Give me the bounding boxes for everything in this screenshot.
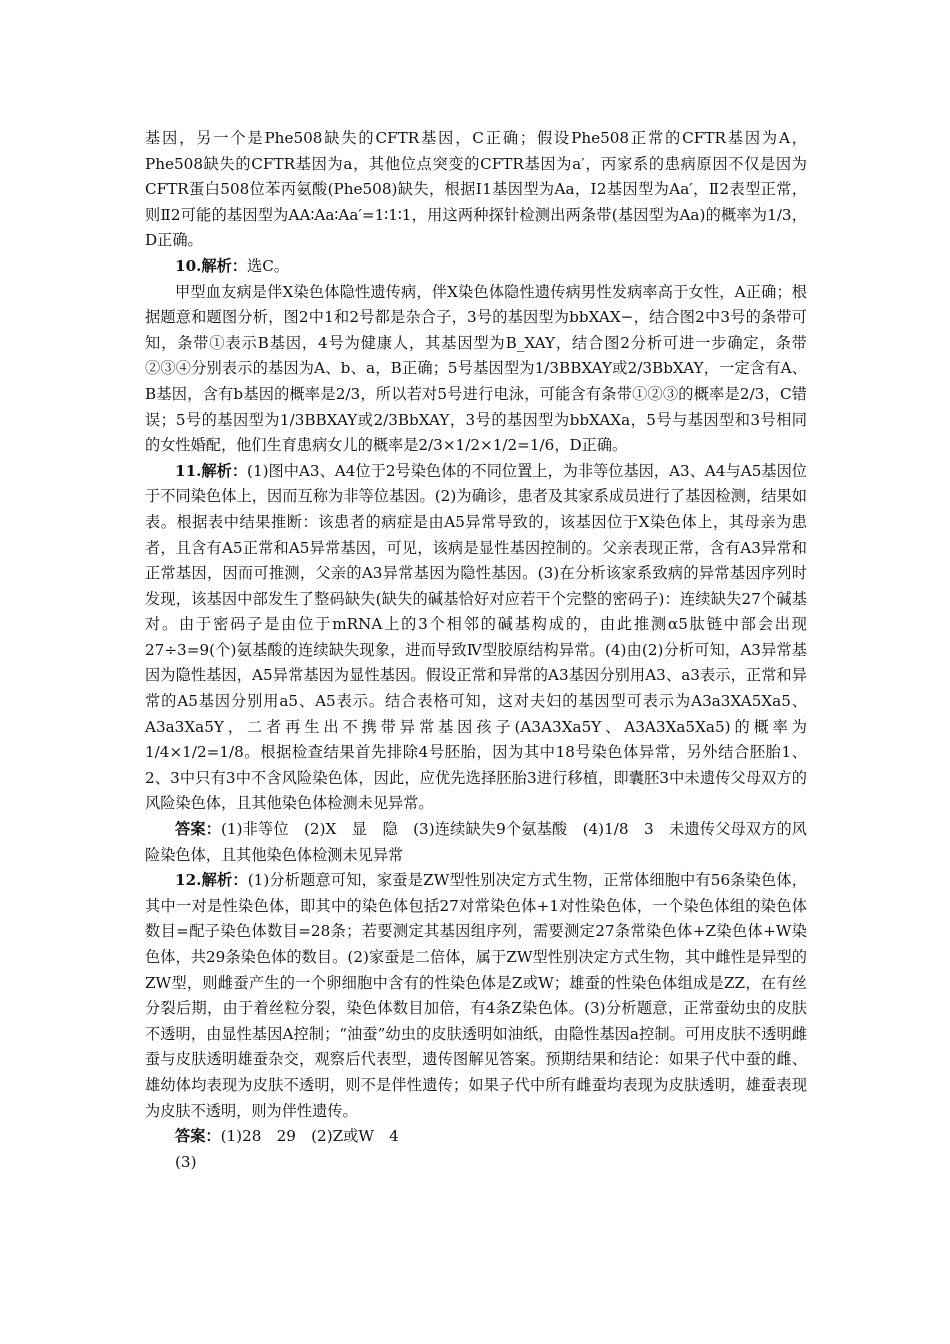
paragraph-q12-answer	[145, 1124, 807, 1150]
paragraph-q11-answer	[145, 817, 807, 868]
analysis-label: 12.解析：	[175, 871, 248, 890]
answer-label: 答案：	[175, 1127, 221, 1146]
paragraph-q9-continuation	[145, 126, 807, 254]
paragraph-q12-analysis	[145, 868, 807, 1124]
analysis-label: 10.解析：	[175, 256, 247, 275]
analysis-label: 11.解析：	[175, 461, 248, 480]
paragraph-q11-analysis	[145, 459, 807, 817]
document-body	[145, 126, 807, 1175]
paragraph-text: 基因，另一个是Phe508缺失的CFTR基因，C正确；假设Phe508正常的CFTR基因为A，Phe508缺失的CFTR基因为a，其他位点突变的CFTR基因为a′，丙家系的患病原因不仅是因为CFTR蛋白508位苯丙氨酸(Phe508)缺失，根据Ⅰ1基因型为Aa，Ⅰ2基因型为Aa′，Ⅱ2表型正常，则Ⅱ2可能的基因型为AA∶Aa∶Aa′=1∶1∶1，用这两种探针检测出两条带(基因型为Aa)的概率为1/3，D正确。	[145, 129, 807, 250]
paragraph-text: (1)图中A3、A4位于2号染色体的不同位置上，为非等位基因，A3、A4与A5基因位于不同染色体上，因而互称为非等位基因。(2)为确诊，患者及其家系成员进行了基因检测，结果如表。根据表中结果推断：该患者的病症是由A5异常导致的，该基因位于X染色体上，其母亲为患者，且含有A5正常和A5异常基因，可见，该病是显性基因控制的。父亲表现正常，含有A3异常和正常基因，因而可推测，父亲的A3异常基因为隐性基因。(3)在分析该家系致病的异常基因序列时发现，该基因中部发生了整码缺失(缺失的碱基恰好对应若干个完整的密码子)：连续缺失27个碱基对。由于密码子是由位于mRNA上的3个相邻的碱基构成的，由此推测α5肽链中部会出现27÷3=9(个)氨基酸的连续缺失现象，进而导致Ⅳ型胶原结构异常。(4)由(2)分析可知，A3异常基因为隐性基因，A5异常基因为显性基因。假设正常和异常的A3基因分别用A3、a3表示，正常和异常的A5基因分别用a5、A5表示。结合表格可知，这对夫妇的基因型可表示为A3a3XA5Xa5、A3a3Xa5Y，二者再生出不携带异常基因孩子(A3A3Xa5Y、A3A3Xa5Xa5)的概率为1/4×1/2=1/8。根据检查结果首先排除4号胚胎，因为其中18号染色体异常，另外结合胚胎1、2、3中只有3中不含风险染色体，因此，应优先选择胚胎3进行移植，即囊胚3中未遗传父母双方的风险染色体，且其他染色体检测未见异常。	[145, 461, 807, 813]
paragraph-text: (1)非等位 (2)X 显 隐 (3)连续缺失9个氨基酸 (4)1/8 3 未遗传父母双方的风险染色体，且其他染色体检测未见异常	[145, 820, 807, 864]
paragraph-text: 选C。	[247, 256, 289, 275]
paragraph-text: (1)分析题意可知，家蚕是ZW型性别决定方式生物，正常体细胞中有56条染色体，其中一对是性染色体，即其中的染色体包括27对常染色体+1对性染色体，一个染色体组的染色体数目=配子染色体数目=28条；若要测定其基因组序列，需要测定27条常染色体+Z染色体+W染色体，共29条染色体的数目。(2)家蚕是二倍体，属于ZW型性别决定方式生物，其中雌性是异型的ZW型，则雌蚕产生的一个卵细胞中含有的性染色体是Z或W；雄蚕的性染色体组成是ZZ，在有丝分裂后期，由于着丝粒分裂，染色体数目加倍，有4条Z染色体。(3)分析题意，正常蚕幼虫的皮肤不透明，由显性基因A控制；“油蚕”幼虫的皮肤透明如油纸，由隐性基因a控制。可用皮肤不透明雌蚕与皮肤透明雄蚕杂交，观察后代表型，遗传图解见答案。预期结果和结论：如果子代中蚕的雌、雄幼体均表现为皮肤不透明，则不是伴性遗传；如果子代中所有雌蚕均表现为皮肤透明，雄蚕表现为皮肤不透明，则为伴性遗传。	[145, 871, 807, 1120]
paragraph-text: (3)	[175, 1152, 197, 1171]
answer-label: 答案：	[175, 820, 221, 839]
paragraph-q12-answer-part3	[145, 1150, 807, 1176]
paragraph-text: 甲型血友病是伴X染色体隐性遗传病，伴X染色体隐性遗传病男性发病率高于女性，A正确；根据题意和题图分析，图2中1和2号都是杂合子，3号的基因型为bbXAX−，结合图2中3号的条带可知，条带①表示B基因，4号为健康人，其基因型为B_XAY，结合图2分析可进一步确定，条带②③④分别表示的基因为A、b、a，B正确；5号基因型为1/3BBXAY或2/3BbXAY，一定含有A、B基因，含有b基因的概率是2/3，所以若对5号进行电泳，可能含有条带①②③的概率是2/3，C错误；5号的基因型为1/3BBXAY或2/3BbXAY，3号的基因型为bbXAXa，5号与基因型和3号相同的女性婚配，他们生育患病女儿的概率是2/3×1/2×1/2=1/6，D正确。	[145, 282, 807, 455]
paragraph-text: (1)28 29 (2)Z或W 4	[220, 1127, 399, 1146]
paragraph-q10-body	[145, 280, 807, 459]
paragraph-q10-heading	[145, 254, 807, 280]
